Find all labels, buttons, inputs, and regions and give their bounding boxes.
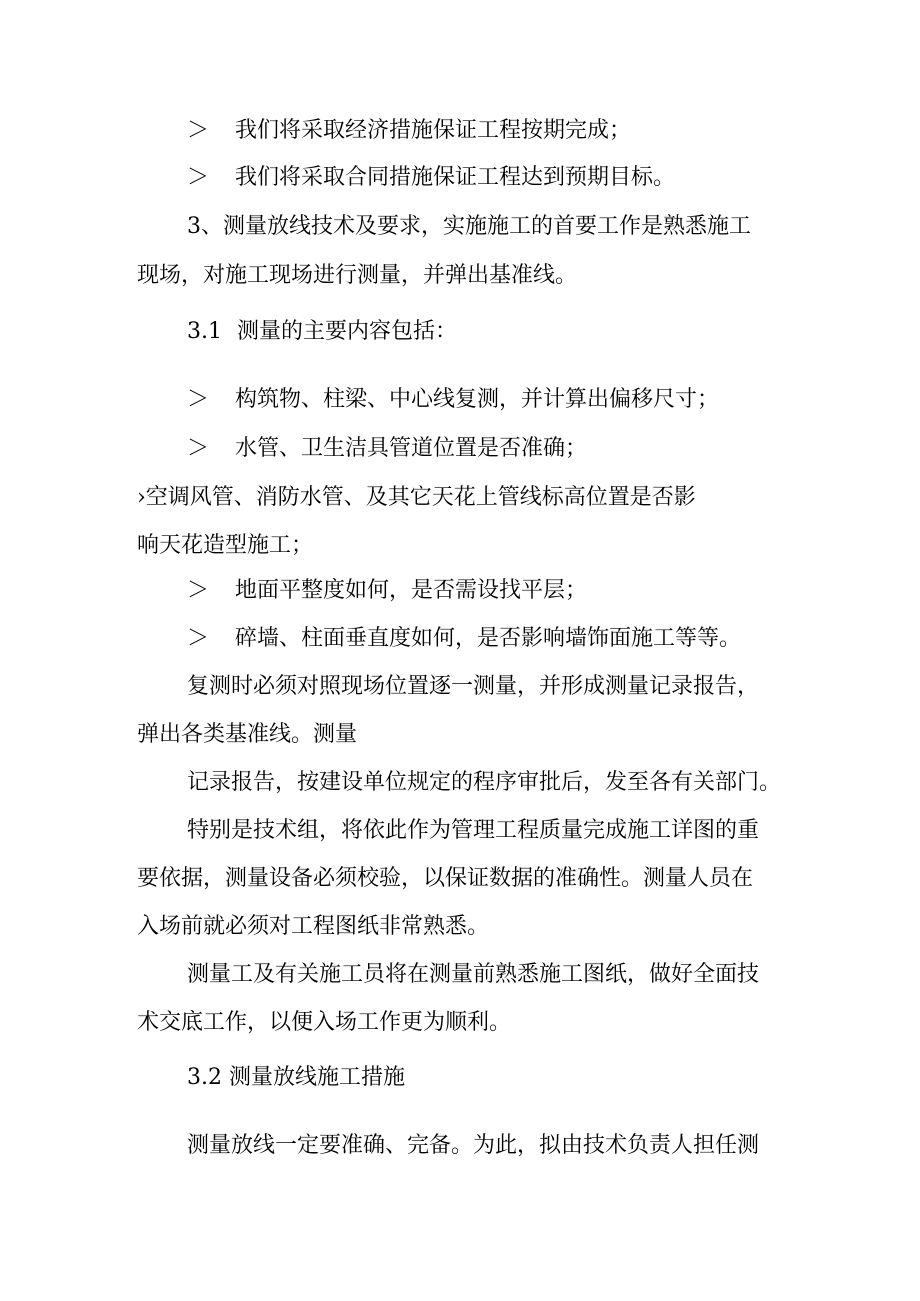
bullet-text: 碎墙、柱面垂直度如何，是否影响墙饰面施工等等。 <box>235 626 742 651</box>
section3-1-heading <box>187 317 847 347</box>
bullet-arrow-icon: ＞ <box>187 118 210 143</box>
para-recheck-line2: 弹出各类基准线。测量 <box>137 722 358 747</box>
bullet-arrow-icon: ＞ <box>187 436 210 461</box>
section3-2-heading: 3.2 测量放线施工措施 <box>187 1065 405 1090</box>
bullet-inline-line2: 响天花造型施工； <box>137 533 314 558</box>
bullet-arrow-icon: ＞ <box>187 387 210 412</box>
bullet-text: 我们将采取合同措施保证工程达到预期目标。 <box>235 165 676 190</box>
para-tech-line2: 要依据，测量设备必须校验，以保证数据的准确性。测量人员在 <box>137 866 754 891</box>
para-tech-line1: 特别是技术组，将依此作为管理工程质量完成施工详图的重 <box>187 818 760 843</box>
bullet-inline-line1: ›空调风管、消防水管、及其它天花上管线标高位置是否影 <box>137 485 696 510</box>
para-workers-line1: 测量工及有关施工员将在测量前熟悉施工图纸，做好全面技 <box>187 962 760 987</box>
para-last: 测量放线一定要准确、完备。为此，拟由技术负责人担任测 <box>187 1133 760 1158</box>
bullet-arrow-icon: ＞ <box>187 578 210 603</box>
bullet-text: 水管、卫生洁具管道位置是否准确； <box>235 436 588 461</box>
bullet-arrow-icon: ＞ <box>187 626 210 651</box>
section3-line1: 3、测量放线技术及要求，实施施工的首要工作是熟悉施工 <box>187 214 751 239</box>
para-report: 记录报告，按建设单位规定的程序审批后，发至各有关部门。 <box>187 770 782 795</box>
bullet-text: 地面平整度如何，是否需设找平层； <box>235 578 588 603</box>
bullet-text: 我们将采取经济措施保证工程按期完成； <box>235 118 632 143</box>
para-recheck-line1: 复测时必须对照现场位置逐一测量，并形成测量记录报告， <box>187 674 760 699</box>
bullet-text: 构筑物、柱梁、中心线复测，并计算出偏移尺寸； <box>235 387 720 412</box>
section-title: 测量的主要内容包括： <box>237 319 458 344</box>
section3-line2: 现场，对施工现场进行测量，并弹出基准线。 <box>137 263 578 288</box>
para-tech-line3: 入场前就必须对工程图纸非常熟悉。 <box>137 914 490 939</box>
section-number: 3.1 <box>187 319 222 344</box>
bullet-arrow-icon: ＞ <box>187 165 210 190</box>
para-workers-line2: 术交底工作，以便入场工作更为顺利。 <box>137 1010 512 1035</box>
